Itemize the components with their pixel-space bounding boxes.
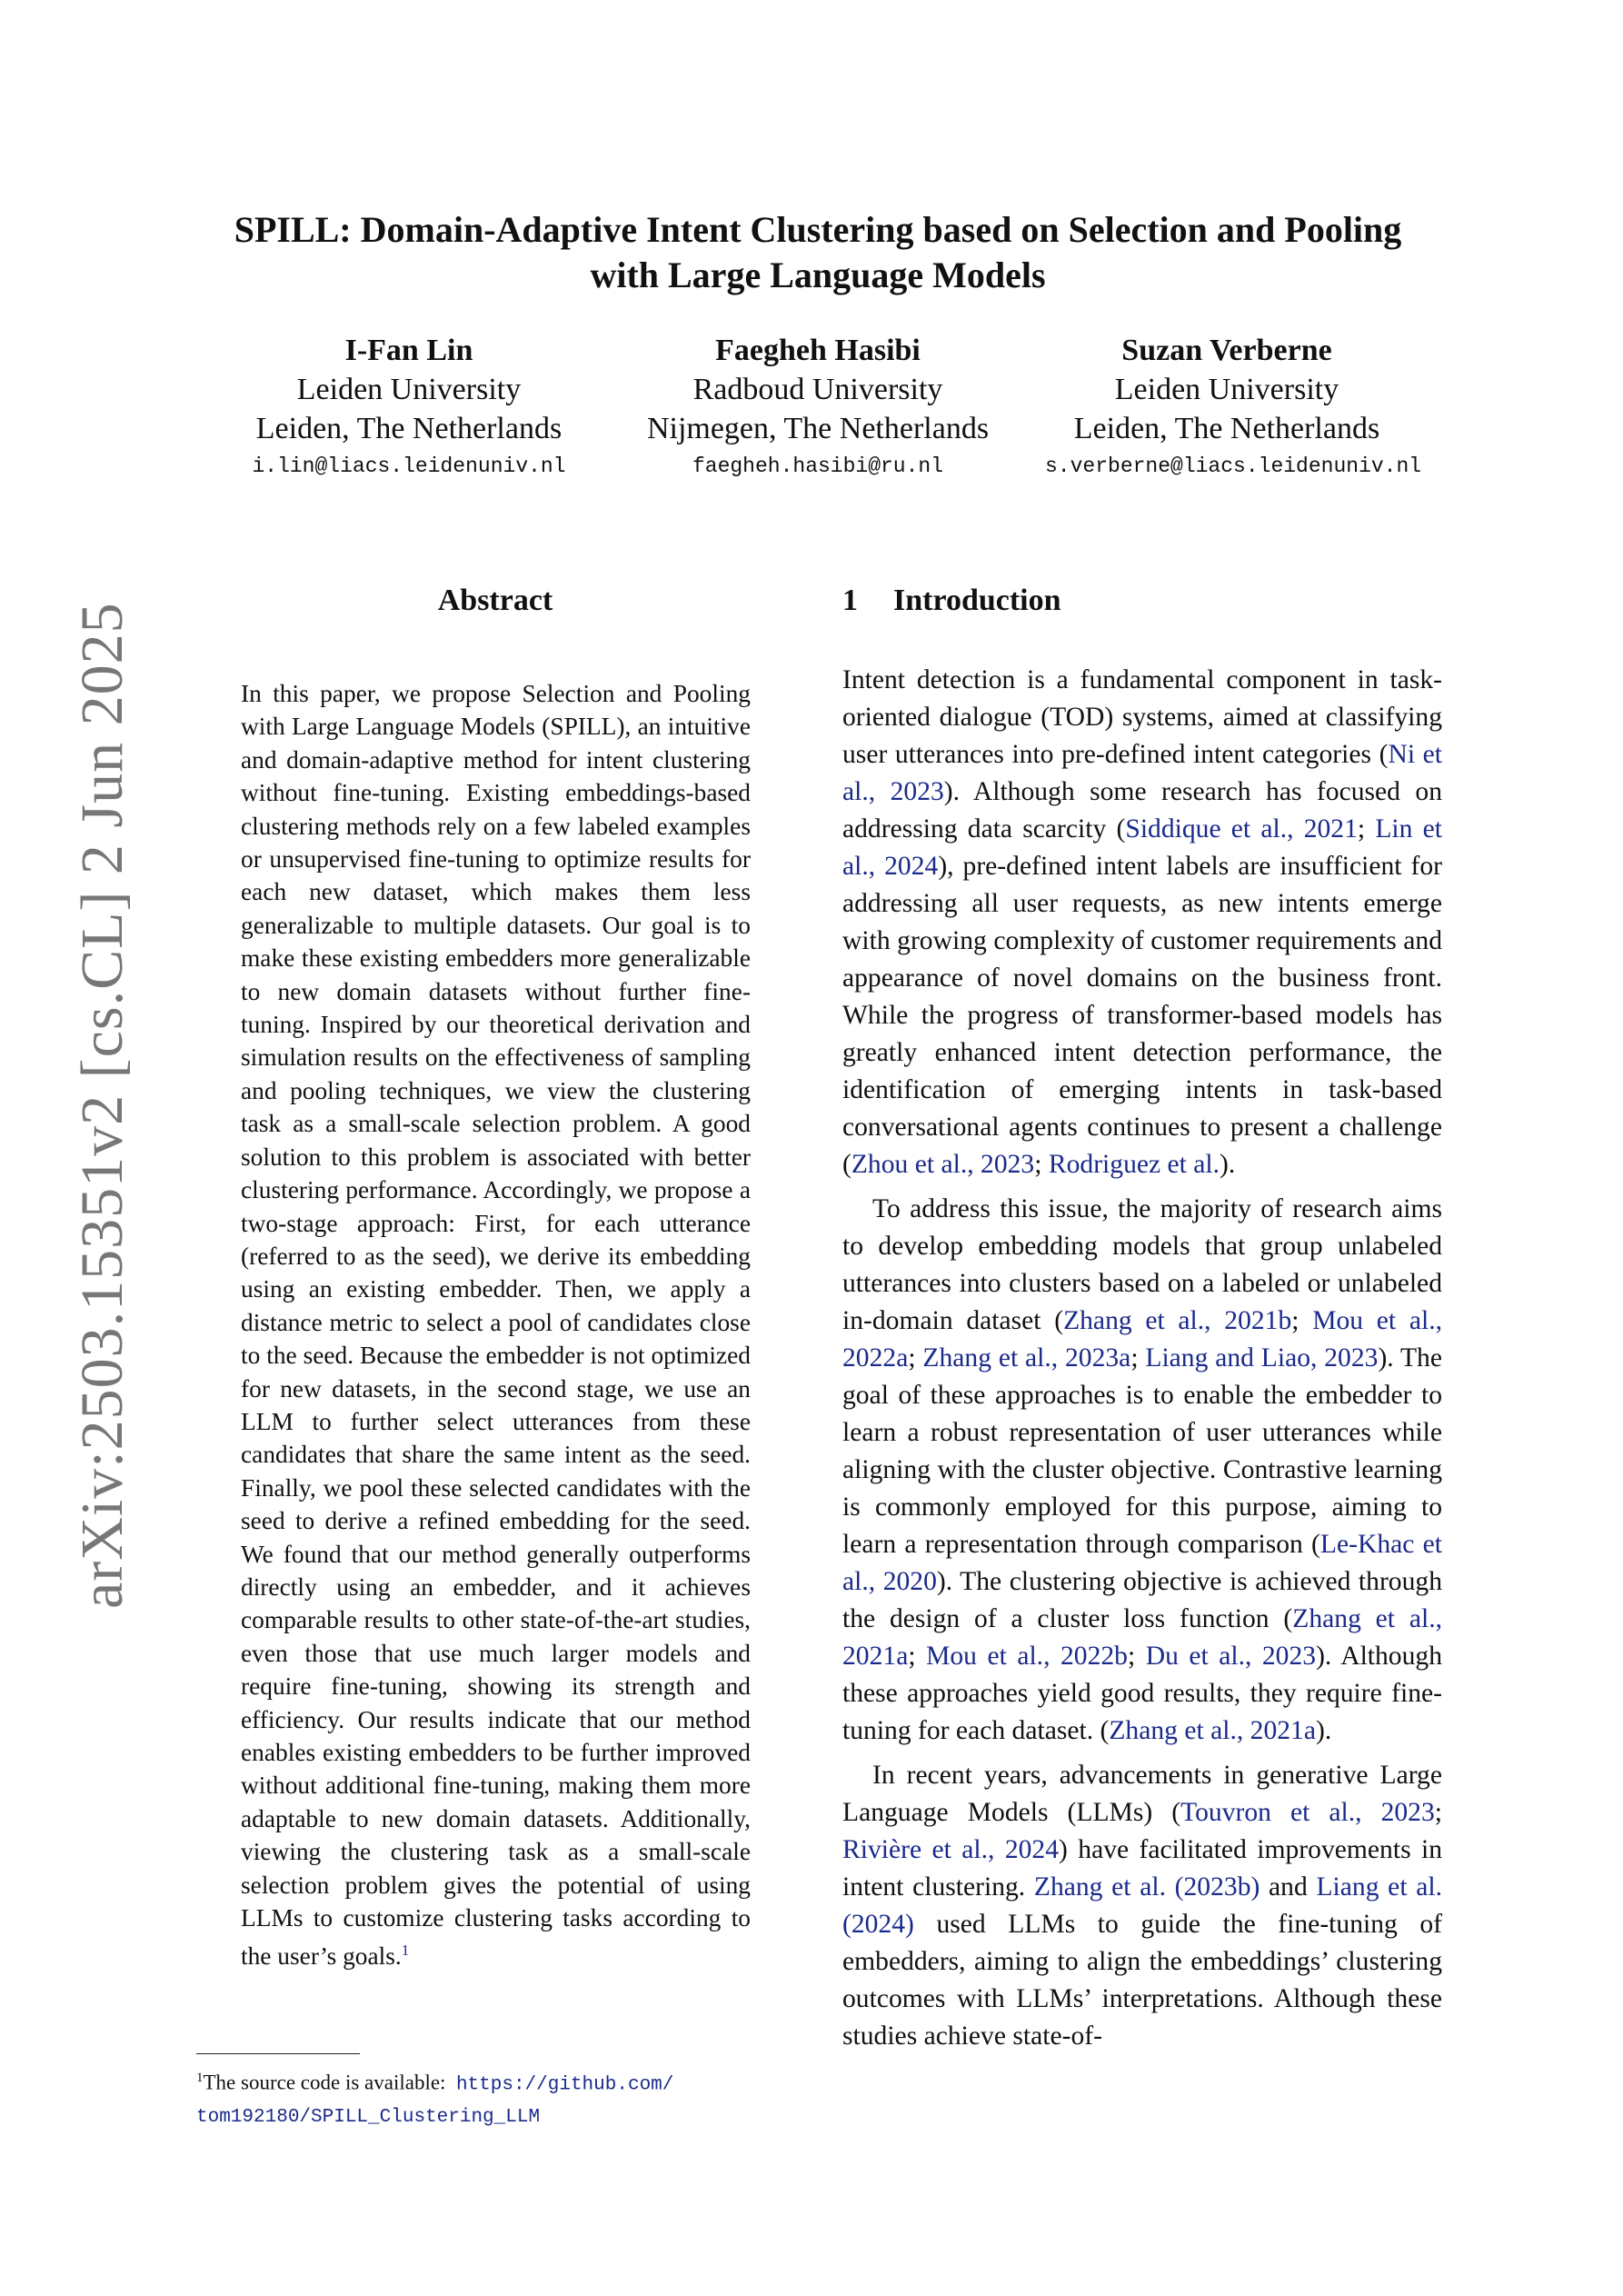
citation-link[interactable]: Liang and Liao, 2023 xyxy=(1145,1343,1379,1373)
section-heading xyxy=(842,584,1061,618)
text: ; xyxy=(908,1343,923,1373)
text: ). Although some research has focused on addressing data scarcity ( xyxy=(842,777,1442,844)
author-name: I-Fan Lin xyxy=(344,334,473,367)
citation-link[interactable]: Zhang et al., 2021b xyxy=(1063,1306,1292,1335)
footnote-link-continued[interactable]: tom192180/SPILL_Clustering_LLM xyxy=(196,2106,541,2128)
citation-link[interactable]: Zhang et al., 2023a xyxy=(922,1343,1131,1373)
text: ). xyxy=(1316,1716,1332,1745)
section-title: Introduction xyxy=(893,584,1061,617)
author-location: Nijmegen, The Netherlands xyxy=(646,412,990,445)
citation-link[interactable]: Mou et al., 2022b xyxy=(926,1642,1128,1671)
text: ; xyxy=(1130,1343,1146,1373)
author-email[interactable]: i.lin@liacs.leidenuniv.nl xyxy=(252,454,566,478)
abstract-heading: Abstract xyxy=(437,584,553,617)
citation-link[interactable]: Liang et al. (2024) xyxy=(842,1872,1442,1939)
text: ; xyxy=(1034,1150,1049,1179)
paper-title xyxy=(136,207,1499,298)
text: Intent detection is a fundamental component in task-oriented dialogue (TOD) systems, aimed at classifying user utterances into pre-defined intent categories ( xyxy=(842,665,1442,769)
paragraph xyxy=(842,1757,1442,2055)
citation-link[interactable]: Siddique et al., 2021 xyxy=(1125,814,1358,844)
footnote-divider xyxy=(196,2053,360,2054)
title-line-2: with Large Language Models xyxy=(590,255,1046,295)
text: In recent years, advancements in generative Large Language Models (LLMs) ( xyxy=(842,1761,1442,1827)
text: ). Although these approaches yield good results, they require fine-tuning for each dataset. ( xyxy=(842,1642,1442,1745)
section-number: 1 xyxy=(842,584,858,617)
abstract-body xyxy=(241,677,751,1973)
author-name: Faegheh Hasibi xyxy=(715,334,921,367)
intro-body xyxy=(842,662,1442,2062)
title-line-1: SPILL: Domain-Adaptive Intent Clustering based on Selection and Pooling xyxy=(234,209,1402,250)
text: ; xyxy=(1434,1798,1442,1827)
author-location: Leiden, The Netherlands xyxy=(255,412,563,445)
text: ) have facilitated improvements in intent clustering. xyxy=(842,1835,1443,1902)
citation-link[interactable]: Rodriguez et al. xyxy=(1048,1150,1220,1179)
abstract-text: In this paper, we propose Selection and Pooling with Large Language Models (SPILL), an intuitive and domain-adaptive method for intent clustering without fine-tuning. Existing embeddings-based clustering methods rely on a few labeled examples or unsupervised fine-tuning to optimize results for each new dataset, which makes them less generalizable to multiple datasets. Our goal is to make these existing embedders more generalizable to new domain datasets without further fine-tuning. Inspired by our theoretical derivation and simulation results on the effectiveness of sampling and pooling techniques, we view the clustering task as a small-scale selection problem. A good solution to this problem is associated with better clustering performance. Accordingly, we propose a two-stage approach: First, for each utterance (referred to as the seed), we derive its embedding using an existing embedder. Then, we apply a distance metric to select a pool of candidates close to the seed. Because the embedder is not optimized for new datasets, in the second stage, we use an LLM to further select utterances from these candidates that share the same intent as the seed. Finally, we pool these selected candidates with the seed to derive a refined embedding for the seed. We found that our method generally outperforms directly using an embedder, and it achieves comparable results to other state-of-the-art studies, even those that use much larger models and require fine-tuning, showing its strength and efficiency. Our results indicate that our method enables existing embedders to be further improved without additional fine-tuning, making them more adaptable to new domain datasets. Additionally, viewing the clustering task as a small-scale selection problem gives the potential of using LLMs to customize clustering tasks according to the user’s goals. xyxy=(241,680,751,1971)
footnote xyxy=(196,2063,796,2132)
text: ). The clustering objective is achieved through the design of a cluster loss function ( xyxy=(842,1567,1442,1633)
text: and xyxy=(1260,1872,1317,1902)
author-location: Leiden, The Netherlands xyxy=(1073,412,1380,445)
paragraph xyxy=(842,1191,1442,1750)
author-affiliation: Leiden University xyxy=(1114,373,1339,406)
author-name: Suzan Verberne xyxy=(1121,334,1332,367)
footnote-ref[interactable]: 1 xyxy=(401,1942,410,1960)
text: used LLMs to guide the fine-tuning of embedders, aiming to align the embeddings’ clustering outcomes with LLMs’ interpretations. Although these studies achieve state-of- xyxy=(842,1910,1442,2051)
footnote-mark: 1 xyxy=(196,2071,204,2085)
author-block xyxy=(227,331,591,484)
text: ; xyxy=(1357,814,1376,844)
citation-link[interactable]: Ni et al., 2023 xyxy=(842,740,1442,806)
paragraph xyxy=(842,662,1442,1183)
text: To address this issue, the majority of research aims to develop embedding models that group unlabeled utterances into clusters based on a labeled or unlabeled in-domain dataset ( xyxy=(842,1194,1442,1335)
arxiv-stamp: arXiv:2503.15351v2 [cs.CL] 2 Jun 2025 xyxy=(69,602,135,1609)
text: ). xyxy=(1220,1150,1236,1179)
citation-link[interactable]: Zhang et al., 2021a xyxy=(1109,1716,1316,1745)
citation-link[interactable]: Touvron et al., 2023 xyxy=(1180,1798,1435,1827)
author-affiliation: Radboud University xyxy=(692,373,943,406)
citation-link[interactable]: Du et al., 2023 xyxy=(1145,1642,1317,1671)
author-affiliation: Leiden University xyxy=(296,373,522,406)
text: ), pre-defined intent labels are insufficient for addressing all user requests, as new intents emerge with growing complexity of customer requirements and appearance of novel domains on the business front. While the progress of transformer-based models has greatly enhanced intent detection performance, the identification of emerging intents in task-based conversational agents continues to present a challenge ( xyxy=(842,852,1442,1179)
author-email[interactable]: s.verberne@liacs.leidenuniv.nl xyxy=(1045,454,1422,478)
author-email[interactable]: faegheh.hasibi@ru.nl xyxy=(692,454,944,478)
text: ). The goal of these approaches is to enable the embedder to learn a robust representation of user utterances while aligning with the cluster objective. Contrastive learning is commonly employed for this purpose, aiming to learn a representation through comparison ( xyxy=(842,1343,1442,1559)
citation-link[interactable]: Lin et al., 2024 xyxy=(842,814,1443,881)
citation-link[interactable]: Zhou et al., 2023 xyxy=(851,1150,1035,1179)
author-block xyxy=(618,331,1018,484)
footnote-text: The source code is available: xyxy=(203,2071,446,2094)
citation-link[interactable]: Zhang et al. (2023b) xyxy=(1033,1872,1260,1902)
citation-link[interactable]: Le-Khac et al., 2020 xyxy=(842,1530,1442,1596)
text: ; xyxy=(1291,1306,1313,1335)
footnote-link[interactable]: https://github.com/ xyxy=(455,2074,674,2096)
text: ; xyxy=(908,1642,927,1671)
citation-link[interactable]: Mou et al., 2022a xyxy=(842,1306,1443,1373)
text: ; xyxy=(1127,1642,1146,1671)
author-block xyxy=(1045,331,1422,484)
citation-link[interactable]: Rivière et al., 2024 xyxy=(842,1835,1060,1864)
citation-link[interactable]: Zhang et al., 2021a xyxy=(842,1604,1442,1671)
